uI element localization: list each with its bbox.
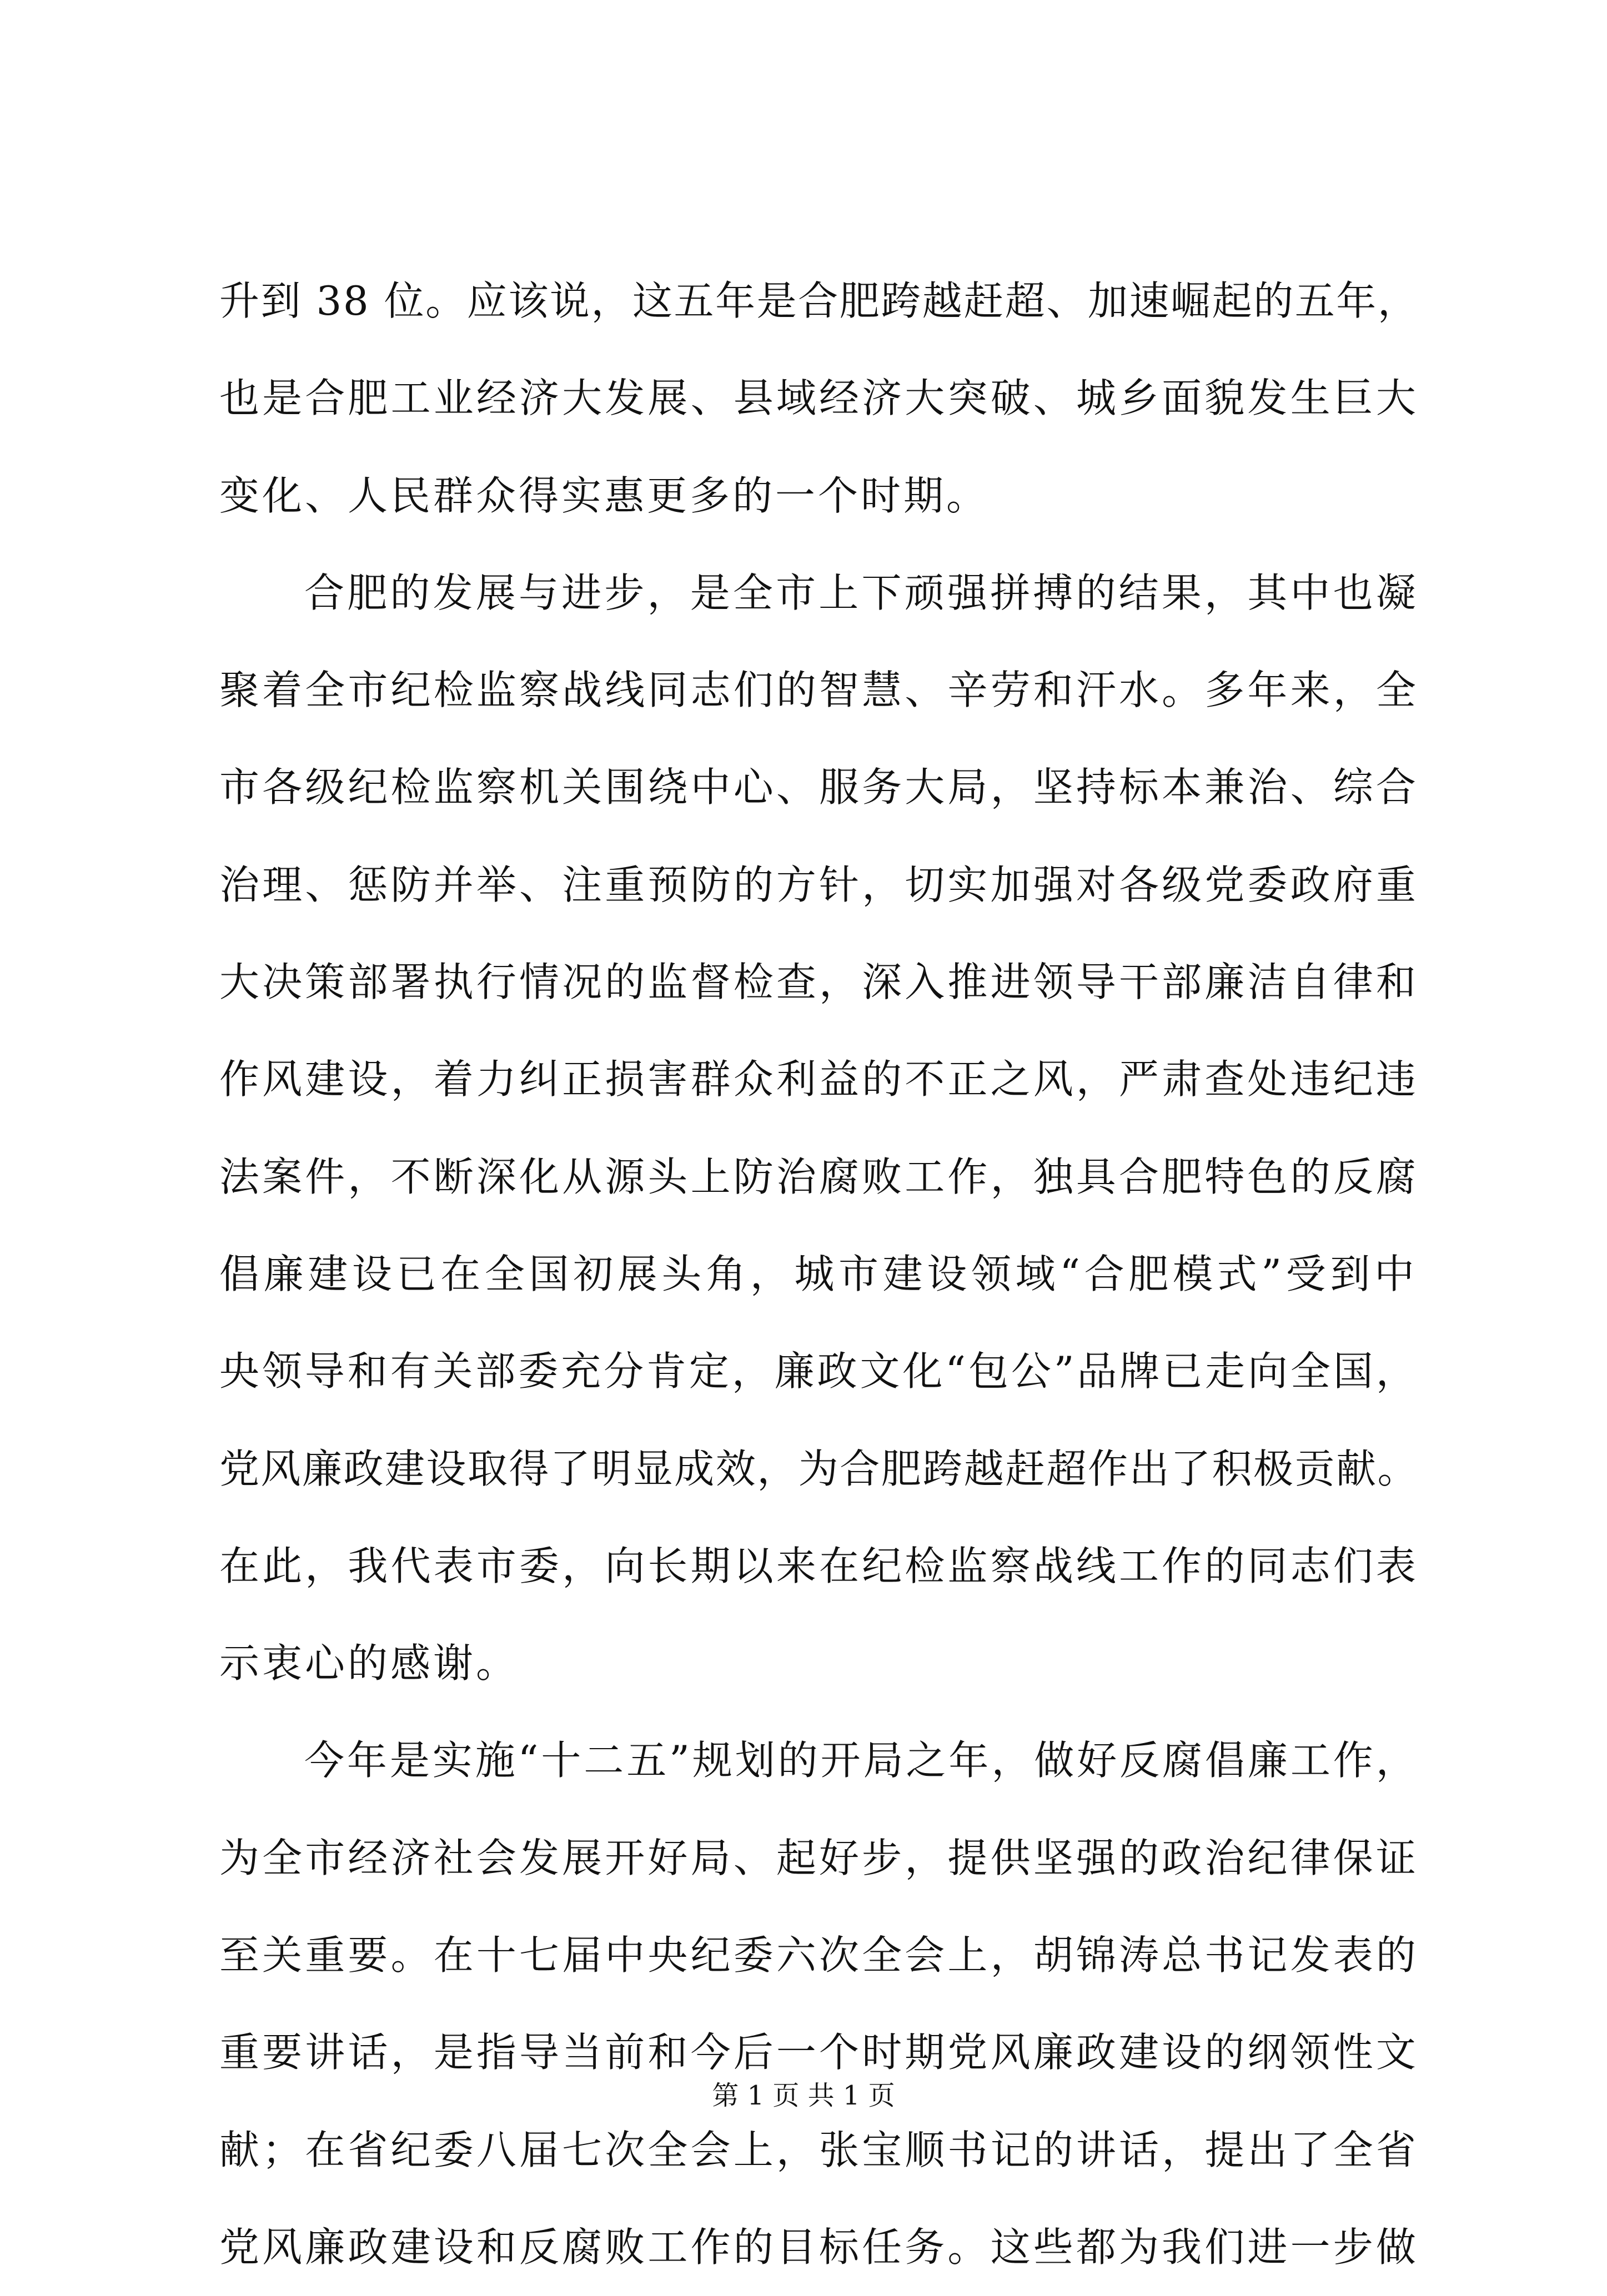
text-line xyxy=(219,1323,1419,1420)
text-line xyxy=(219,2199,1419,2296)
text-line-content: 党风廉政建设取得了明显成效，为合肥跨越赶超作出了积极贡献。 xyxy=(219,1445,1419,1492)
text-line-content: 献；在省纪委八届七次全会上，张宝顺书记的讲话，提出了全省 xyxy=(219,2126,1419,2173)
text-line-content: 倡廉建设已在全国初展头角，城市建设领域“合肥模式”受到中 xyxy=(219,1250,1419,1297)
text-line xyxy=(219,934,1419,1031)
text-line-content: 重要讲话，是指导当前和今后一个时期党风廉政建设的纲领性文 xyxy=(219,2029,1419,2076)
text-line-content: 也是合肥工业经济大发展、县域经济大突破、城乡面貌发生巨大 xyxy=(219,375,1419,422)
text-line xyxy=(219,1129,1419,1226)
text-line-content: 在此，我代表市委，向长期以来在纪检监察战线工作的同志们表 xyxy=(219,1542,1419,1589)
body-text xyxy=(219,253,1419,2296)
text-line xyxy=(219,2102,1419,2199)
text-line xyxy=(219,447,1419,545)
text-line xyxy=(219,350,1419,447)
text-line-content: 法案件，不断深化从源头上防治腐败工作，独具合肥特色的反腐 xyxy=(219,1153,1419,1200)
text-line xyxy=(219,253,1419,350)
text-line xyxy=(219,1615,1419,1712)
text-line-content: 示衷心的感谢。 xyxy=(219,1640,519,1687)
text-line xyxy=(219,1031,1419,1128)
text-line xyxy=(219,1907,1419,2004)
text-line-content: 合肥的发展与进步，是全市上下顽强拼搏的结果，其中也凝 xyxy=(304,569,1419,616)
page-footer: 第 1 页 共 1 页 xyxy=(712,2080,895,2111)
text-line xyxy=(219,1421,1419,1518)
text-line-content: 央领导和有关部委充分肯定，廉政文化“包公”品牌已走向全国， xyxy=(219,1348,1419,1395)
text-line xyxy=(219,1518,1419,1615)
text-line-content: 至关重要。在十七届中央纪委六次全会上，胡锦涛总书记发表的 xyxy=(219,1932,1419,1979)
text-line xyxy=(219,1226,1419,1323)
text-line-content: 变化、人民群众得实惠更多的一个时期。 xyxy=(219,472,990,519)
text-line xyxy=(219,837,1419,934)
text-line xyxy=(219,1810,1419,1907)
text-line-content: 升到 38 位。应该说，这五年是合肥跨越赶超、加速崛起的五年， xyxy=(219,278,1419,324)
text-line xyxy=(219,739,1419,836)
text-line-content: 市各级纪检监察机关围绕中心、服务大局，坚持标本兼治、综合 xyxy=(219,764,1419,811)
text-line xyxy=(219,642,1419,739)
text-line-content: 党风廉政建设和反腐败工作的目标任务。这些都为我们进一步做 xyxy=(219,2223,1419,2270)
text-line xyxy=(219,1712,1419,1809)
text-line xyxy=(219,545,1419,642)
text-line-content: 治理、惩防并举、注重预防的方针，切实加强对各级党委政府重 xyxy=(219,861,1419,908)
text-line-content: 为全市经济社会发展开好局、起好步，提供坚强的政治纪律保证 xyxy=(219,1834,1419,1881)
text-line-content: 作风建设，着力纠正损害群众利益的不正之风，严肃查处违纪违 xyxy=(219,1056,1419,1103)
text-line-content: 大决策部署执行情况的监督检查，深入推进领导干部廉洁自律和 xyxy=(219,959,1419,1006)
text-line-content: 今年是实施“十二五”规划的开局之年，做好反腐倡廉工作， xyxy=(304,1737,1419,1784)
text-line-content: 聚着全市纪检监察战线同志们的智慧、辛劳和汗水。多年来，全 xyxy=(219,667,1419,714)
